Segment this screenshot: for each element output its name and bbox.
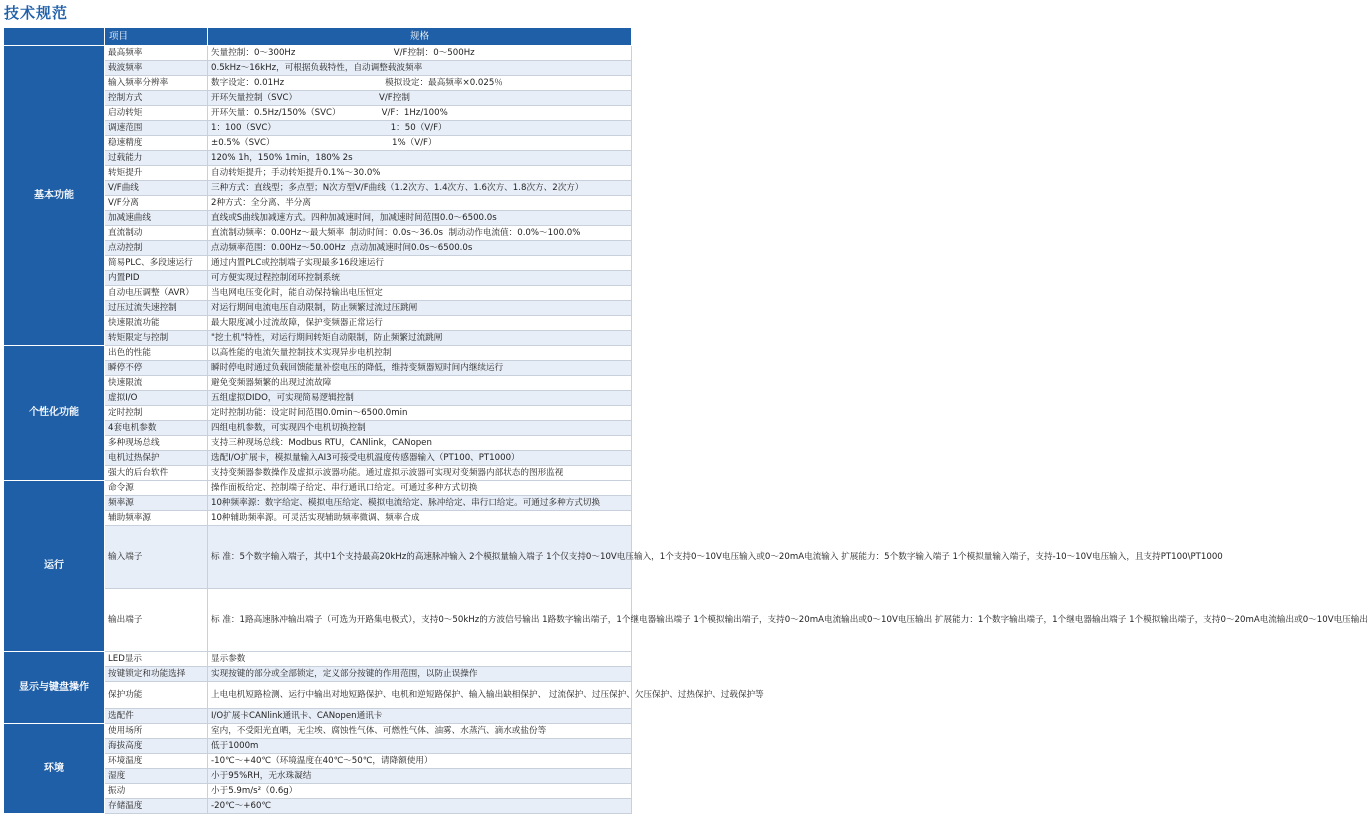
- item-cell: 启动转矩: [105, 106, 208, 121]
- item-cell: 环境温度: [105, 754, 208, 769]
- item-cell: 快速限流: [105, 376, 208, 391]
- spec-cell: 1：100（SVC） 1：50（V/F）: [208, 121, 632, 136]
- item-cell: 载波频率: [105, 61, 208, 76]
- page-title: 技术规范: [4, 4, 69, 22]
- spec-cell: 小于5.9m/s²（0.6g）: [208, 784, 632, 799]
- item-cell: LED显示: [105, 652, 208, 667]
- spec-cell: 支持变频器参数操作及虚拟示波器功能。通过虚拟示波器可实现对变频器内部状态的图形监视: [208, 466, 632, 481]
- item-cell: 输出端子: [105, 589, 208, 652]
- item-cell: V/F曲线: [105, 181, 208, 196]
- item-cell: 虚拟I/O: [105, 391, 208, 406]
- category-cell: 基本功能: [4, 46, 105, 346]
- spec-cell: 四组电机参数，可实现四个电机切换控制: [208, 421, 632, 436]
- spec-cell: 标 准：5个数字输入端子，其中1个支持最高20kHz的高速脉冲输入 2个模拟量输入端子 1个仅支持0～10V电压输入，1个支持0～10V电压输入或0～20mA电流输入 扩展能力：5个数字输入端子 1个模拟量输入端子，支持-10～10V电压输入，且支持PT100\PT1000: [208, 526, 632, 589]
- spec-cell: 直流制动频率：0.00Hz～最大频率 制动时间：0.0s～36.0s 制动动作电流值：0.0%～100.0%: [208, 226, 632, 241]
- spec-cell: 对运行期间电流电压自动限制，防止频繁过流过压跳闸: [208, 301, 632, 316]
- item-cell: 过压过流失速控制: [105, 301, 208, 316]
- spec-cell: 三种方式：直线型；多点型；N次方型V/F曲线（1.2次方、1.4次方、1.6次方、1.8次方、2次方）: [208, 181, 632, 196]
- item-cell: 出色的性能: [105, 346, 208, 361]
- spec-cell: 选配I/O扩展卡，模拟量输入AI3可接受电机温度传感器输入（PT100、PT1000）: [208, 451, 632, 466]
- table-row: [4, 46, 632, 61]
- item-cell: 强大的后台软件: [105, 466, 208, 481]
- item-cell: 稳速精度: [105, 136, 208, 151]
- header-category: [4, 28, 105, 46]
- spec-cell: 可方便实现过程控制闭环控制系统: [208, 271, 632, 286]
- spec-cell: 支持三种现场总线：Modbus RTU，CANlink，CANopen: [208, 436, 632, 451]
- item-cell: 定时控制: [105, 406, 208, 421]
- spec-cell: 上电电机短路检测、运行中输出对地短路保护、电机和逆短路保护、输入输出缺相保护、 过流保护、过压保护、欠压保护、过热保护、过载保护等: [208, 682, 632, 709]
- spec-cell: 矢量控制：0～300Hz V/F控制：0～500Hz: [208, 46, 632, 61]
- spec-cell: 10种频率源：数字给定、模拟电压给定、模拟电流给定、脉冲给定、串行口给定。可通过多种方式切换: [208, 496, 632, 511]
- item-cell: 多种现场总线: [105, 436, 208, 451]
- item-cell: 4套电机参数: [105, 421, 208, 436]
- category-cell: 显示与键盘操作: [4, 652, 105, 724]
- spec-cell: 实现按键的部分或全部锁定，定义部分按键的作用范围，以防止误操作: [208, 667, 632, 682]
- spec-cell: 低于1000m: [208, 739, 632, 754]
- spec-cell: -20℃～+60℃: [208, 799, 632, 814]
- spec-cell: 以高性能的电流矢量控制技术实现异步电机控制: [208, 346, 632, 361]
- item-cell: 频率源: [105, 496, 208, 511]
- item-cell: 使用场所: [105, 724, 208, 739]
- spec-cell: 开环矢量：0.5Hz/150%（SVC） V/F：1Hz/100%: [208, 106, 632, 121]
- item-cell: 保护功能: [105, 682, 208, 709]
- spec-cell: 直线或S曲线加减速方式。四种加减速时间，加减速时间范围0.0～6500.0s: [208, 211, 632, 226]
- item-cell: 转矩提升: [105, 166, 208, 181]
- spec-cell: I/O扩展卡CANlink通讯卡、CANopen通讯卡: [208, 709, 632, 724]
- item-cell: 控制方式: [105, 91, 208, 106]
- spec-cell: 通过内置PLC或控制端子实现最多16段速运行: [208, 256, 632, 271]
- spec-cell: 显示参数: [208, 652, 632, 667]
- spec-cell: 当电网电压变化时，能自动保持输出电压恒定: [208, 286, 632, 301]
- category-cell: 运行: [4, 481, 105, 652]
- spec-cell: 小于95%RH，无水珠凝结: [208, 769, 632, 784]
- item-cell: 按键锁定和功能选择: [105, 667, 208, 682]
- item-cell: 输入频率分辨率: [105, 76, 208, 91]
- item-cell: 海拔高度: [105, 739, 208, 754]
- spec-cell: 120% 1h，150% 1min，180% 2s: [208, 151, 632, 166]
- item-cell: 选配件: [105, 709, 208, 724]
- spec-cell: -10℃～+40℃（环境温度在40℃～50℃，请降额使用）: [208, 754, 632, 769]
- item-cell: 转矩限定与控制: [105, 331, 208, 346]
- table-header-row: [4, 28, 632, 46]
- spec-cell: 定时控制功能：设定时间范围0.0min～6500.0min: [208, 406, 632, 421]
- item-cell: 加减速曲线: [105, 211, 208, 226]
- item-cell: 命令源: [105, 481, 208, 496]
- spec-cell: 10种辅助频率源。可灵活实现辅助频率微调、频率合成: [208, 511, 632, 526]
- item-cell: 瞬停不停: [105, 361, 208, 376]
- header-spec: 规格: [208, 28, 632, 46]
- spec-cell: 操作面板给定、控制端子给定、串行通讯口给定。可通过多种方式切换: [208, 481, 632, 496]
- item-cell: 最高频率: [105, 46, 208, 61]
- spec-table-body: [4, 46, 1368, 814]
- item-cell: 内置PID: [105, 271, 208, 286]
- spec-cell: 数字设定：0.01Hz 模拟设定：最高频率×0.025％: [208, 76, 632, 91]
- item-cell: 存储温度: [105, 799, 208, 814]
- item-cell: 自动电压调整（AVR）: [105, 286, 208, 301]
- spec-cell: 点动频率范围：0.00Hz～50.00Hz 点动加减速时间0.0s～6500.0s: [208, 241, 632, 256]
- category-cell: 环境: [4, 724, 105, 814]
- table-row: [4, 724, 632, 739]
- spec-cell: "挖土机"特性，对运行期间转矩自动限制，防止频繁过流跳闸: [208, 331, 632, 346]
- spec-cell: 2种方式：全分离、半分离: [208, 196, 632, 211]
- spec-table: [3, 27, 1368, 814]
- spec-cell: ±0.5%（SVC） 1%（V/F）: [208, 136, 632, 151]
- table-row: [4, 481, 632, 496]
- table-row: [4, 346, 632, 361]
- item-cell: 快速限流功能: [105, 316, 208, 331]
- item-cell: 辅助频率源: [105, 511, 208, 526]
- item-cell: 简易PLC、多段速运行: [105, 256, 208, 271]
- spec-cell: 标 准：1路高速脉冲输出端子（可选为开路集电极式），支持0～50kHz的方波信号输出 1路数字输出端子，1个继电器输出端子 1个模拟输出端子，支持0～20mA电流输出或0～10V电压输出 扩展能力：1个数字输出端子，1个继电器输出端子 1个模拟输出端子，支持0～20mA电流输出或0～10V电压输出: [208, 589, 632, 652]
- category-cell: 个性化功能: [4, 346, 105, 481]
- item-cell: 点动控制: [105, 241, 208, 256]
- header-item: 项目: [105, 28, 208, 46]
- item-cell: 输入端子: [105, 526, 208, 589]
- item-cell: 直流制动: [105, 226, 208, 241]
- item-cell: 电机过热保护: [105, 451, 208, 466]
- spec-cell: 五组虚拟DIDO，可实现简易逻辑控制: [208, 391, 632, 406]
- item-cell: 湿度: [105, 769, 208, 784]
- item-cell: 调速范围: [105, 121, 208, 136]
- spec-cell: 最大限度减小过流故障，保护变频器正常运行: [208, 316, 632, 331]
- spec-cell: 开环矢量控制（SVC） V/F控制: [208, 91, 632, 106]
- item-cell: 振动: [105, 784, 208, 799]
- spec-cell: 0.5kHz～16kHz，可根据负载特性，自动调整载波频率: [208, 61, 632, 76]
- spec-cell: 瞬时停电时通过负载回馈能量补偿电压的降低，维持变频器短时间内继续运行: [208, 361, 632, 376]
- item-cell: 过载能力: [105, 151, 208, 166]
- spec-cell: 避免变频器频繁的出现过流故障: [208, 376, 632, 391]
- item-cell: V/F分离: [105, 196, 208, 211]
- table-row: [4, 652, 632, 667]
- spec-cell: 自动转矩提升；手动转矩提升0.1%～30.0%: [208, 166, 632, 181]
- spec-cell: 室内，不受阳光直晒，无尘埃、腐蚀性气体、可燃性气体、油雾、水蒸汽、滴水或盐份等: [208, 724, 632, 739]
